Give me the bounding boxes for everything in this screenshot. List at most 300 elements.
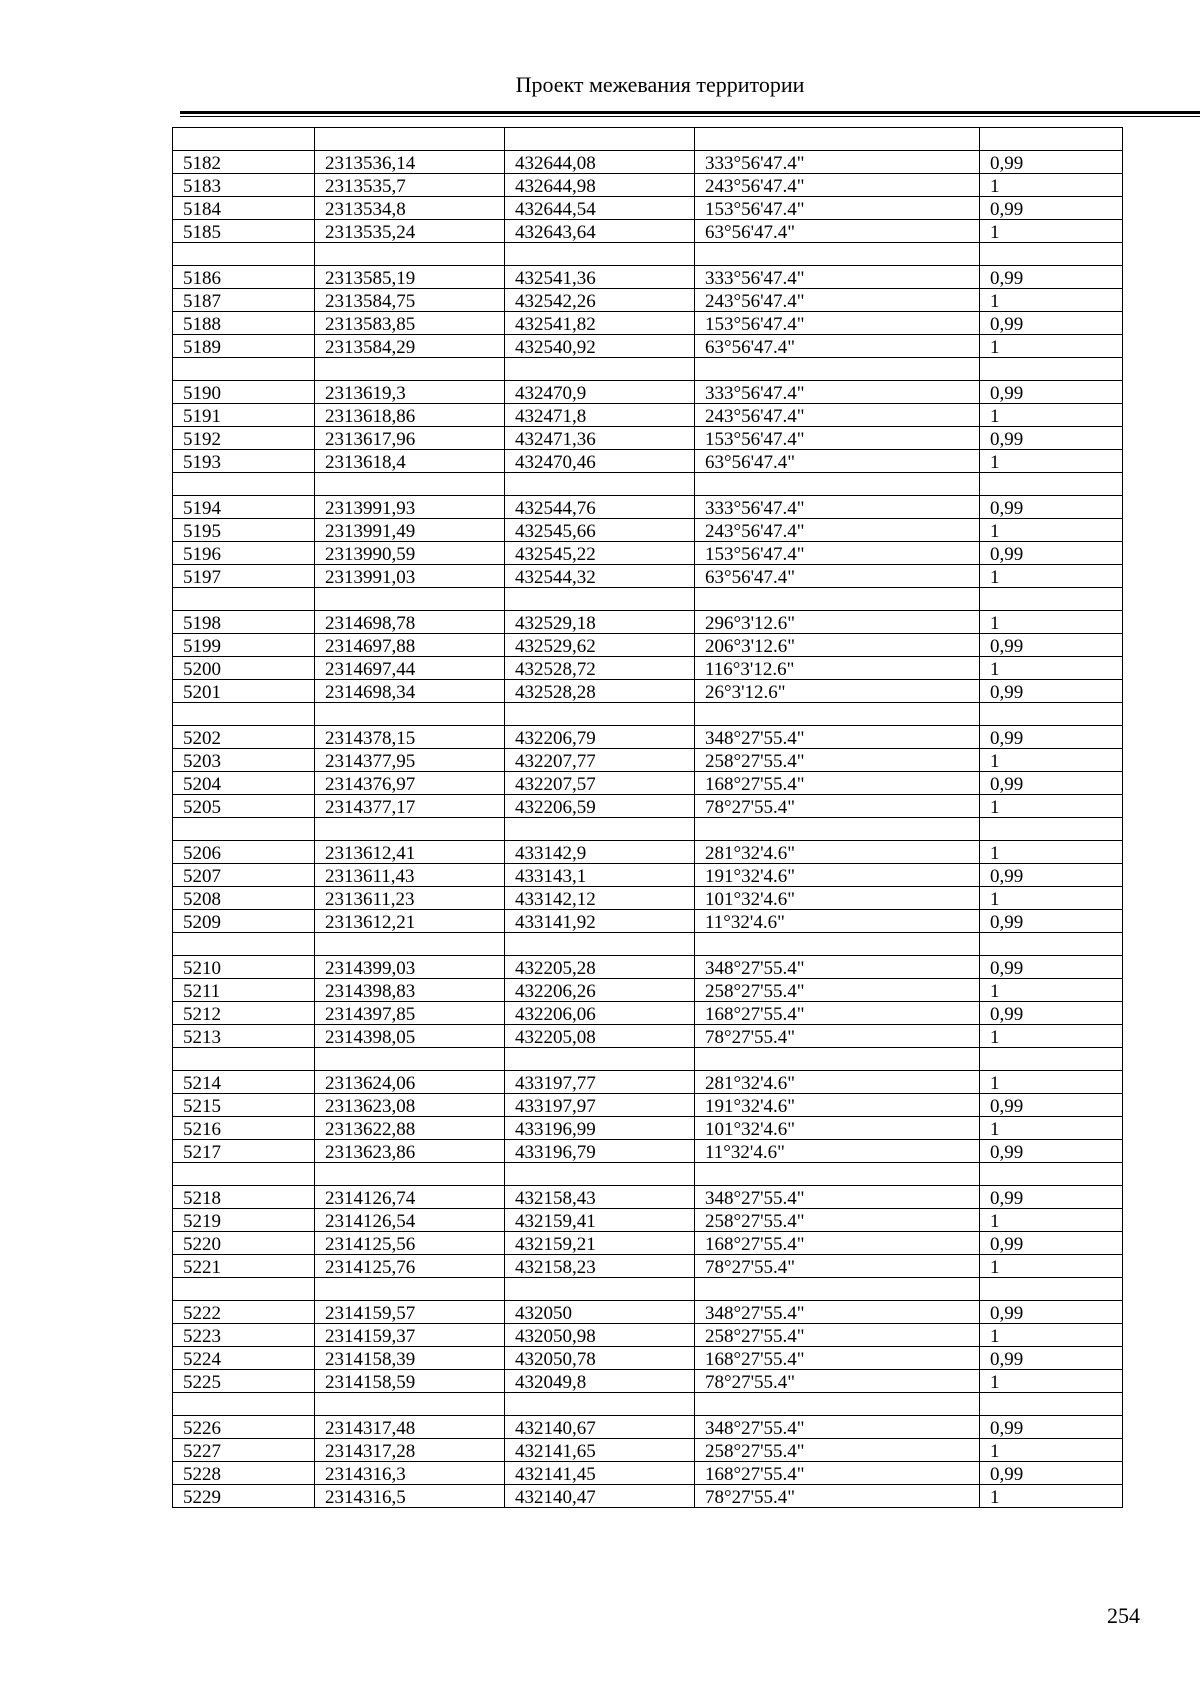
x-coordinate-cell: 2313534,8: [315, 197, 505, 220]
point-number-cell: 5229: [173, 1485, 315, 1508]
y-coordinate-cell: 432159,21: [505, 1232, 695, 1255]
y-coordinate-cell: 432207,77: [505, 749, 695, 772]
y-coordinate-cell: 432528,72: [505, 657, 695, 680]
y-coordinate-cell: 432205,28: [505, 956, 695, 979]
point-number-cell: 5224: [173, 1347, 315, 1370]
table-row: [173, 1462, 1123, 1485]
distance-cell: 1: [980, 404, 1123, 427]
empty-cell: [173, 1048, 315, 1071]
direction-angle-cell: 281°32'4.6": [695, 841, 980, 864]
point-number-cell: 5222: [173, 1301, 315, 1324]
point-number-cell: 5213: [173, 1025, 315, 1048]
separator-row: [173, 243, 1123, 266]
y-coordinate-cell: 432158,23: [505, 1255, 695, 1278]
empty-cell: [695, 1163, 980, 1186]
y-coordinate-cell: 432542,26: [505, 289, 695, 312]
distance-cell: 0,99: [980, 1002, 1123, 1025]
direction-angle-cell: 78°27'55.4": [695, 1025, 980, 1048]
y-coordinate-cell: 432541,82: [505, 312, 695, 335]
distance-cell: 0,99: [980, 680, 1123, 703]
distance-cell: 1: [980, 1255, 1123, 1278]
empty-cell: [505, 1048, 695, 1071]
direction-angle-cell: 78°27'55.4": [695, 1370, 980, 1393]
point-number-cell: 5184: [173, 197, 315, 220]
point-number-cell: 5219: [173, 1209, 315, 1232]
direction-angle-cell: 153°56'47.4": [695, 542, 980, 565]
direction-angle-cell: 26°3'12.6": [695, 680, 980, 703]
x-coordinate-cell: 2314697,44: [315, 657, 505, 680]
empty-cell: [695, 243, 980, 266]
table-row: [173, 1002, 1123, 1025]
y-coordinate-cell: 432544,32: [505, 565, 695, 588]
table-row: [173, 565, 1123, 588]
point-number-cell: 5225: [173, 1370, 315, 1393]
empty-cell: [980, 588, 1123, 611]
header-rule-thick: [180, 111, 1200, 114]
x-coordinate-cell: 2314316,3: [315, 1462, 505, 1485]
empty-cell: [505, 473, 695, 496]
direction-angle-cell: 168°27'55.4": [695, 1232, 980, 1255]
x-coordinate-cell: 2314377,95: [315, 749, 505, 772]
direction-angle-cell: 348°27'55.4": [695, 1186, 980, 1209]
distance-cell: 0,99: [980, 1416, 1123, 1439]
table-row: [173, 841, 1123, 864]
y-coordinate-cell: 432643,64: [505, 220, 695, 243]
empty-cell: [173, 703, 315, 726]
point-number-cell: 5202: [173, 726, 315, 749]
empty-cell: [315, 1278, 505, 1301]
y-coordinate-cell: 432545,66: [505, 519, 695, 542]
x-coordinate-cell: 2314377,17: [315, 795, 505, 818]
table-row: [173, 289, 1123, 312]
table-row: [173, 496, 1123, 519]
x-coordinate-cell: 2313584,29: [315, 335, 505, 358]
table-row: [173, 312, 1123, 335]
separator-row: [173, 1163, 1123, 1186]
empty-cell: [505, 1163, 695, 1186]
distance-cell: 0,99: [980, 910, 1123, 933]
distance-cell: 0,99: [980, 1140, 1123, 1163]
y-coordinate-cell: 432207,57: [505, 772, 695, 795]
point-number-cell: 5200: [173, 657, 315, 680]
empty-cell: [980, 1393, 1123, 1416]
separator-row: [173, 1278, 1123, 1301]
x-coordinate-cell: 2314398,05: [315, 1025, 505, 1048]
x-coordinate-cell: 2313623,86: [315, 1140, 505, 1163]
x-coordinate-cell: 2313624,06: [315, 1071, 505, 1094]
empty-cell: [695, 703, 980, 726]
direction-angle-cell: 78°27'55.4": [695, 1485, 980, 1508]
table-row: [173, 1117, 1123, 1140]
distance-cell: 1: [980, 749, 1123, 772]
point-number-cell: 5199: [173, 634, 315, 657]
x-coordinate-cell: 2314159,57: [315, 1301, 505, 1324]
y-coordinate-cell: 432049,8: [505, 1370, 695, 1393]
direction-angle-cell: 168°27'55.4": [695, 772, 980, 795]
separator-row: [173, 473, 1123, 496]
y-coordinate-cell: 433196,99: [505, 1117, 695, 1140]
y-coordinate-cell: 432205,08: [505, 1025, 695, 1048]
x-coordinate-cell: 2314397,85: [315, 1002, 505, 1025]
table-row: [173, 1439, 1123, 1462]
table-row: [173, 1416, 1123, 1439]
point-number-cell: 5187: [173, 289, 315, 312]
empty-cell: [980, 128, 1123, 151]
table-row: [173, 335, 1123, 358]
y-coordinate-cell: 432470,46: [505, 450, 695, 473]
distance-cell: 1: [980, 519, 1123, 542]
table-row: [173, 519, 1123, 542]
table-row: [173, 611, 1123, 634]
distance-cell: 1: [980, 1485, 1123, 1508]
y-coordinate-cell: 432141,65: [505, 1439, 695, 1462]
direction-angle-cell: 281°32'4.6": [695, 1071, 980, 1094]
table-row: [173, 1140, 1123, 1163]
y-coordinate-cell: 433141,92: [505, 910, 695, 933]
y-coordinate-cell: 432140,47: [505, 1485, 695, 1508]
distance-cell: 0,99: [980, 197, 1123, 220]
empty-cell: [173, 128, 315, 151]
x-coordinate-cell: 2314316,5: [315, 1485, 505, 1508]
table-row: [173, 1370, 1123, 1393]
table-row: [173, 795, 1123, 818]
table-row: [173, 726, 1123, 749]
direction-angle-cell: 63°56'47.4": [695, 335, 980, 358]
distance-cell: 1: [980, 174, 1123, 197]
empty-cell: [315, 818, 505, 841]
distance-cell: 1: [980, 1071, 1123, 1094]
table-row: [173, 174, 1123, 197]
point-number-cell: 5193: [173, 450, 315, 473]
table-row: [173, 1301, 1123, 1324]
direction-angle-cell: 258°27'55.4": [695, 1439, 980, 1462]
point-number-cell: 5196: [173, 542, 315, 565]
point-number-cell: 5206: [173, 841, 315, 864]
table-row: [173, 197, 1123, 220]
y-coordinate-cell: 432471,8: [505, 404, 695, 427]
direction-angle-cell: 116°3'12.6": [695, 657, 980, 680]
point-number-cell: 5216: [173, 1117, 315, 1140]
distance-cell: 1: [980, 1209, 1123, 1232]
distance-cell: 0,99: [980, 381, 1123, 404]
y-coordinate-cell: 433142,9: [505, 841, 695, 864]
distance-cell: 0,99: [980, 1094, 1123, 1117]
y-coordinate-cell: 433143,1: [505, 864, 695, 887]
empty-cell: [315, 1163, 505, 1186]
direction-angle-cell: 63°56'47.4": [695, 220, 980, 243]
table-row: [173, 1485, 1123, 1508]
distance-cell: 1: [980, 841, 1123, 864]
direction-angle-cell: 348°27'55.4": [695, 956, 980, 979]
direction-angle-cell: 153°56'47.4": [695, 312, 980, 335]
direction-angle-cell: 243°56'47.4": [695, 404, 980, 427]
y-coordinate-cell: 432529,18: [505, 611, 695, 634]
separator-row: [173, 703, 1123, 726]
point-number-cell: 5217: [173, 1140, 315, 1163]
empty-cell: [173, 933, 315, 956]
point-number-cell: 5203: [173, 749, 315, 772]
empty-cell: [505, 933, 695, 956]
empty-cell: [695, 933, 980, 956]
separator-row: [173, 1048, 1123, 1071]
y-coordinate-cell: 432541,36: [505, 266, 695, 289]
separator-row: [173, 818, 1123, 841]
empty-cell: [980, 1278, 1123, 1301]
table-row: [173, 542, 1123, 565]
direction-angle-cell: 333°56'47.4": [695, 381, 980, 404]
distance-cell: 0,99: [980, 1347, 1123, 1370]
table-row: [173, 220, 1123, 243]
direction-angle-cell: 258°27'55.4": [695, 1324, 980, 1347]
distance-cell: 1: [980, 611, 1123, 634]
empty-cell: [980, 933, 1123, 956]
empty-cell: [173, 1393, 315, 1416]
empty-cell: [173, 358, 315, 381]
table-row: [173, 1255, 1123, 1278]
direction-angle-cell: 243°56'47.4": [695, 289, 980, 312]
x-coordinate-cell: 2313535,24: [315, 220, 505, 243]
x-coordinate-cell: 2314158,39: [315, 1347, 505, 1370]
distance-cell: 0,99: [980, 542, 1123, 565]
table-row: [173, 956, 1123, 979]
direction-angle-cell: 296°3'12.6": [695, 611, 980, 634]
table-row: [173, 381, 1123, 404]
point-number-cell: 5195: [173, 519, 315, 542]
empty-cell: [315, 1393, 505, 1416]
page-header-title: Проект межевания территории: [515, 72, 805, 97]
page-number: 254: [1107, 1603, 1140, 1628]
x-coordinate-cell: 2313536,14: [315, 151, 505, 174]
point-number-cell: 5192: [173, 427, 315, 450]
point-number-cell: 5210: [173, 956, 315, 979]
table-row: [173, 1324, 1123, 1347]
separator-row: [173, 128, 1123, 151]
distance-cell: 1: [980, 220, 1123, 243]
x-coordinate-cell: 2314376,97: [315, 772, 505, 795]
direction-angle-cell: 153°56'47.4": [695, 197, 980, 220]
empty-cell: [173, 818, 315, 841]
point-number-cell: 5205: [173, 795, 315, 818]
x-coordinate-cell: 2313617,96: [315, 427, 505, 450]
separator-row: [173, 588, 1123, 611]
x-coordinate-cell: 2313991,03: [315, 565, 505, 588]
y-coordinate-cell: 432141,45: [505, 1462, 695, 1485]
direction-angle-cell: 78°27'55.4": [695, 795, 980, 818]
direction-angle-cell: 206°3'12.6": [695, 634, 980, 657]
empty-cell: [505, 588, 695, 611]
y-coordinate-cell: 433197,97: [505, 1094, 695, 1117]
empty-cell: [505, 128, 695, 151]
point-number-cell: 5204: [173, 772, 315, 795]
direction-angle-cell: 153°56'47.4": [695, 427, 980, 450]
distance-cell: 1: [980, 335, 1123, 358]
empty-cell: [505, 818, 695, 841]
point-number-cell: 5191: [173, 404, 315, 427]
distance-cell: 0,99: [980, 772, 1123, 795]
distance-cell: 0,99: [980, 956, 1123, 979]
empty-cell: [315, 933, 505, 956]
distance-cell: 1: [980, 450, 1123, 473]
x-coordinate-cell: 2313991,93: [315, 496, 505, 519]
distance-cell: 1: [980, 657, 1123, 680]
distance-cell: 1: [980, 1324, 1123, 1347]
x-coordinate-cell: 2314159,37: [315, 1324, 505, 1347]
distance-cell: 1: [980, 1370, 1123, 1393]
direction-angle-cell: 333°56'47.4": [695, 151, 980, 174]
direction-angle-cell: 258°27'55.4": [695, 979, 980, 1002]
distance-cell: 0,99: [980, 634, 1123, 657]
empty-cell: [505, 703, 695, 726]
empty-cell: [980, 1048, 1123, 1071]
y-coordinate-cell: 432206,59: [505, 795, 695, 818]
empty-cell: [315, 358, 505, 381]
empty-cell: [173, 1163, 315, 1186]
direction-angle-cell: 168°27'55.4": [695, 1347, 980, 1370]
point-number-cell: 5186: [173, 266, 315, 289]
x-coordinate-cell: 2314698,78: [315, 611, 505, 634]
empty-cell: [695, 1393, 980, 1416]
x-coordinate-cell: 2313611,43: [315, 864, 505, 887]
y-coordinate-cell: 432540,92: [505, 335, 695, 358]
y-coordinate-cell: 432159,41: [505, 1209, 695, 1232]
empty-cell: [315, 243, 505, 266]
empty-cell: [173, 473, 315, 496]
table-row: [173, 979, 1123, 1002]
empty-cell: [695, 358, 980, 381]
distance-cell: 1: [980, 1117, 1123, 1140]
x-coordinate-cell: 2313584,75: [315, 289, 505, 312]
empty-cell: [980, 818, 1123, 841]
point-number-cell: 5183: [173, 174, 315, 197]
point-number-cell: 5197: [173, 565, 315, 588]
direction-angle-cell: 11°32'4.6": [695, 910, 980, 933]
x-coordinate-cell: 2313611,23: [315, 887, 505, 910]
point-number-cell: 5207: [173, 864, 315, 887]
x-coordinate-cell: 2314317,28: [315, 1439, 505, 1462]
table-row: [173, 749, 1123, 772]
distance-cell: 1: [980, 979, 1123, 1002]
distance-cell: 1: [980, 1439, 1123, 1462]
direction-angle-cell: 63°56'47.4": [695, 450, 980, 473]
point-number-cell: 5188: [173, 312, 315, 335]
x-coordinate-cell: 2314697,88: [315, 634, 505, 657]
y-coordinate-cell: 432206,79: [505, 726, 695, 749]
empty-cell: [980, 1163, 1123, 1186]
x-coordinate-cell: 2314126,74: [315, 1186, 505, 1209]
empty-cell: [980, 358, 1123, 381]
x-coordinate-cell: 2313623,08: [315, 1094, 505, 1117]
table-row: [173, 1071, 1123, 1094]
x-coordinate-cell: 2314125,76: [315, 1255, 505, 1278]
point-number-cell: 5211: [173, 979, 315, 1002]
point-number-cell: 5194: [173, 496, 315, 519]
y-coordinate-cell: 432644,98: [505, 174, 695, 197]
y-coordinate-cell: 433196,79: [505, 1140, 695, 1163]
y-coordinate-cell: 432471,36: [505, 427, 695, 450]
empty-cell: [980, 473, 1123, 496]
distance-cell: 0,99: [980, 496, 1123, 519]
table-row: [173, 864, 1123, 887]
separator-row: [173, 933, 1123, 956]
direction-angle-cell: 11°32'4.6": [695, 1140, 980, 1163]
empty-cell: [315, 473, 505, 496]
empty-cell: [695, 588, 980, 611]
distance-cell: 1: [980, 1025, 1123, 1048]
y-coordinate-cell: 432140,67: [505, 1416, 695, 1439]
distance-cell: 0,99: [980, 427, 1123, 450]
direction-angle-cell: 333°56'47.4": [695, 266, 980, 289]
y-coordinate-cell: 432158,43: [505, 1186, 695, 1209]
direction-angle-cell: 191°32'4.6": [695, 864, 980, 887]
empty-cell: [315, 588, 505, 611]
empty-cell: [505, 243, 695, 266]
table-row: [173, 266, 1123, 289]
x-coordinate-cell: 2314399,03: [315, 956, 505, 979]
direction-angle-cell: 348°27'55.4": [695, 1416, 980, 1439]
coordinates-table-body: [173, 128, 1123, 1508]
y-coordinate-cell: 432050: [505, 1301, 695, 1324]
x-coordinate-cell: 2314125,56: [315, 1232, 505, 1255]
distance-cell: 0,99: [980, 1462, 1123, 1485]
y-coordinate-cell: 432528,28: [505, 680, 695, 703]
empty-cell: [980, 243, 1123, 266]
empty-cell: [505, 358, 695, 381]
empty-cell: [695, 1278, 980, 1301]
y-coordinate-cell: 432050,78: [505, 1347, 695, 1370]
x-coordinate-cell: 2314398,83: [315, 979, 505, 1002]
distance-cell: 0,99: [980, 1186, 1123, 1209]
empty-cell: [505, 1393, 695, 1416]
empty-cell: [695, 473, 980, 496]
x-coordinate-cell: 2313991,49: [315, 519, 505, 542]
direction-angle-cell: 333°56'47.4": [695, 496, 980, 519]
coordinates-table: [172, 127, 1123, 1508]
point-number-cell: 5182: [173, 151, 315, 174]
x-coordinate-cell: 2313585,19: [315, 266, 505, 289]
x-coordinate-cell: 2313622,88: [315, 1117, 505, 1140]
y-coordinate-cell: 432545,22: [505, 542, 695, 565]
table-row: [173, 1209, 1123, 1232]
distance-cell: 0,99: [980, 266, 1123, 289]
empty-cell: [173, 1278, 315, 1301]
y-coordinate-cell: 433142,12: [505, 887, 695, 910]
point-number-cell: 5226: [173, 1416, 315, 1439]
distance-cell: 0,99: [980, 726, 1123, 749]
distance-cell: 1: [980, 289, 1123, 312]
direction-angle-cell: 101°32'4.6": [695, 887, 980, 910]
point-number-cell: 5201: [173, 680, 315, 703]
point-number-cell: 5218: [173, 1186, 315, 1209]
y-coordinate-cell: 432644,08: [505, 151, 695, 174]
x-coordinate-cell: 2313619,3: [315, 381, 505, 404]
empty-cell: [315, 703, 505, 726]
x-coordinate-cell: 2313535,7: [315, 174, 505, 197]
distance-cell: 1: [980, 795, 1123, 818]
point-number-cell: 5212: [173, 1002, 315, 1025]
x-coordinate-cell: 2314158,59: [315, 1370, 505, 1393]
x-coordinate-cell: 2313612,41: [315, 841, 505, 864]
table-row: [173, 1025, 1123, 1048]
distance-cell: 1: [980, 887, 1123, 910]
y-coordinate-cell: 432470,9: [505, 381, 695, 404]
table-row: [173, 404, 1123, 427]
point-number-cell: 5198: [173, 611, 315, 634]
point-number-cell: 5190: [173, 381, 315, 404]
empty-cell: [695, 1048, 980, 1071]
point-number-cell: 5227: [173, 1439, 315, 1462]
point-number-cell: 5228: [173, 1462, 315, 1485]
table-row: [173, 1094, 1123, 1117]
